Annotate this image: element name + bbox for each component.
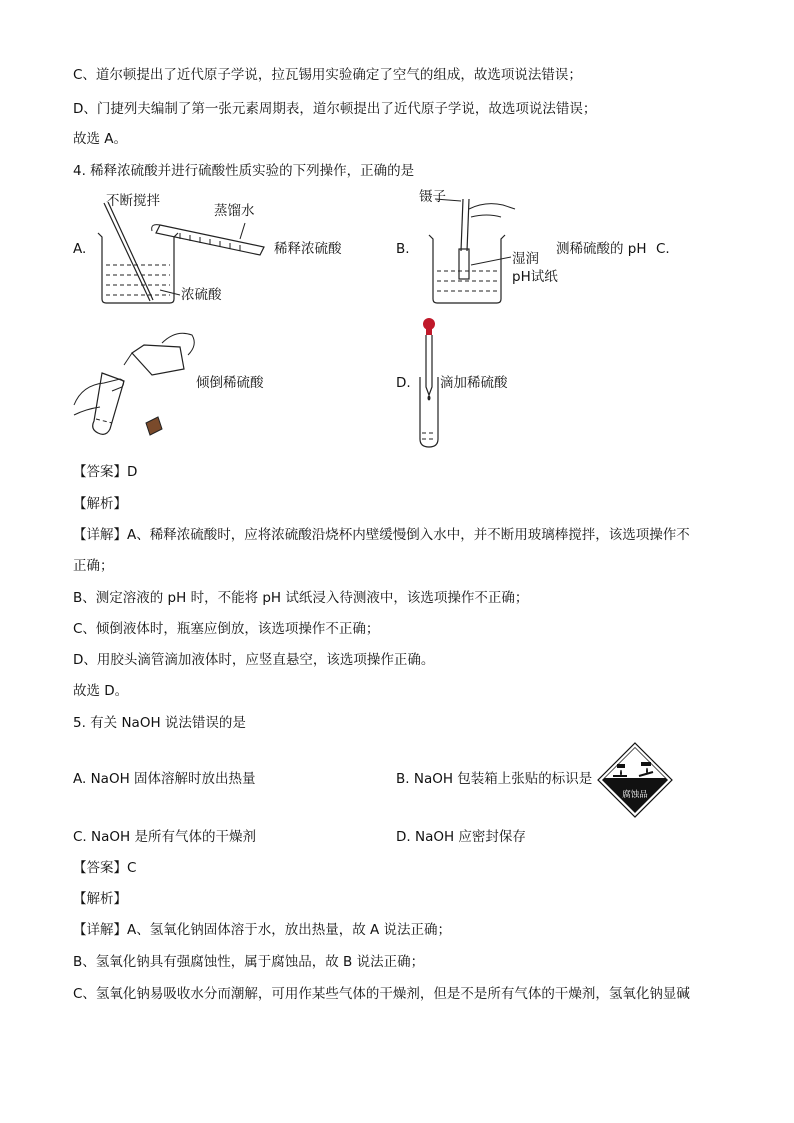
q4-detail-a-cont: 正确； (73, 558, 114, 574)
ph-paper-beaker-figure (425, 195, 525, 310)
q4-label-tweezers: 镊子 (419, 189, 446, 205)
q4-label-measure-ph: 测稀硫酸的 pH (556, 241, 647, 257)
q4-label-water: 蒸馏水 (214, 203, 255, 219)
q5-analysis-heading: 【解析】 (73, 891, 127, 907)
dilution-beaker-figure (90, 195, 280, 310)
corrosive-sign-text: 腐蚀品 (622, 790, 648, 800)
q4-label-pour: 倾倒稀硫酸 (196, 375, 264, 391)
q4-stem: 4. 稀释浓硫酸并进行硫酸性质实验的下列操作，正确的是 (73, 163, 415, 179)
q4-label-drop: 滴加稀硫酸 (440, 375, 508, 391)
q4-label-acid: 浓硫酸 (181, 287, 222, 303)
q4-conclusion: 故选 D。 (73, 683, 129, 699)
q4-option-a-letter: A. (73, 241, 87, 257)
q4-label-dilute: 稀释浓硫酸 (274, 241, 342, 257)
q4-label-wet: 湿润 (512, 251, 539, 267)
q5-detail-b: B、氢氧化钠具有强腐蚀性，属于腐蚀品，故 B 说法正确； (73, 954, 425, 970)
q5-option-b: B. NaOH 包装箱上张贴的标识是 (396, 771, 593, 787)
q5-detail-a: 【详解】A、氢氧化钠固体溶于水，放出热量，故 A 说法正确； (73, 922, 452, 938)
dropper-bulb (423, 318, 435, 330)
q5-detail-c: C、氢氧化钠易吸收水分而潮解，可用作某些气体的干燥剂，但是不是所有气体的干燥剂，氢氧化钠显碱 (73, 986, 690, 1002)
q4-option-c-letter: C. (656, 241, 670, 257)
q4-detail-b: B、测定溶液的 pH 时，不能将 pH 试纸浸入待测液中，该选项操作不正确； (73, 590, 529, 606)
q3-conclusion: 故选 A。 (73, 131, 128, 147)
q3-option-d-explanation: D、门捷列夫编制了第一张元素周期表，道尔顿提出了近代原子学说，故选项说法错误； (73, 101, 597, 117)
q5-option-a: A. NaOH 固体溶解时放出热量 (73, 771, 256, 787)
q3-option-c-explanation: C、道尔顿提出了近代原子学说，拉瓦锡用实验确定了空气的组成，故选项说法错误； (73, 67, 582, 83)
q4-detail-a: 【详解】A、稀释浓硫酸时，应将浓硫酸沿烧杯内壁缓慢倒入水中，并不断用玻璃棒搅拌，该选项操作不 (73, 527, 690, 543)
q4-analysis-heading: 【解析】 (73, 496, 127, 512)
dropper-tube-figure (412, 315, 448, 450)
q4-answer: 【答案】D (73, 464, 138, 480)
q4-option-d-letter: D. (396, 375, 411, 391)
q4-detail-c: C、倾倒液体时，瓶塞应倒放，该选项操作不正确； (73, 621, 380, 637)
pouring-acid-figure (72, 325, 202, 440)
corrosive-icon (597, 742, 673, 818)
q5-stem: 5. 有关 NaOH 说法错误的是 (73, 715, 246, 731)
q5-option-c: C. NaOH 是所有气体的干燥剂 (73, 829, 256, 845)
q4-option-b-letter: B. (396, 241, 410, 257)
q4-label-stir: 不断搅拌 (106, 193, 160, 209)
q4-detail-d: D、用胶头滴管滴加液体时，应竖直悬空，该选项操作正确。 (73, 652, 435, 668)
q4-label-ph-paper: pH试纸 (512, 269, 558, 285)
corrosive-sign (597, 742, 673, 818)
q5-answer: 【答案】C (73, 860, 137, 876)
q5-option-d: D. NaOH 应密封保存 (396, 829, 526, 845)
